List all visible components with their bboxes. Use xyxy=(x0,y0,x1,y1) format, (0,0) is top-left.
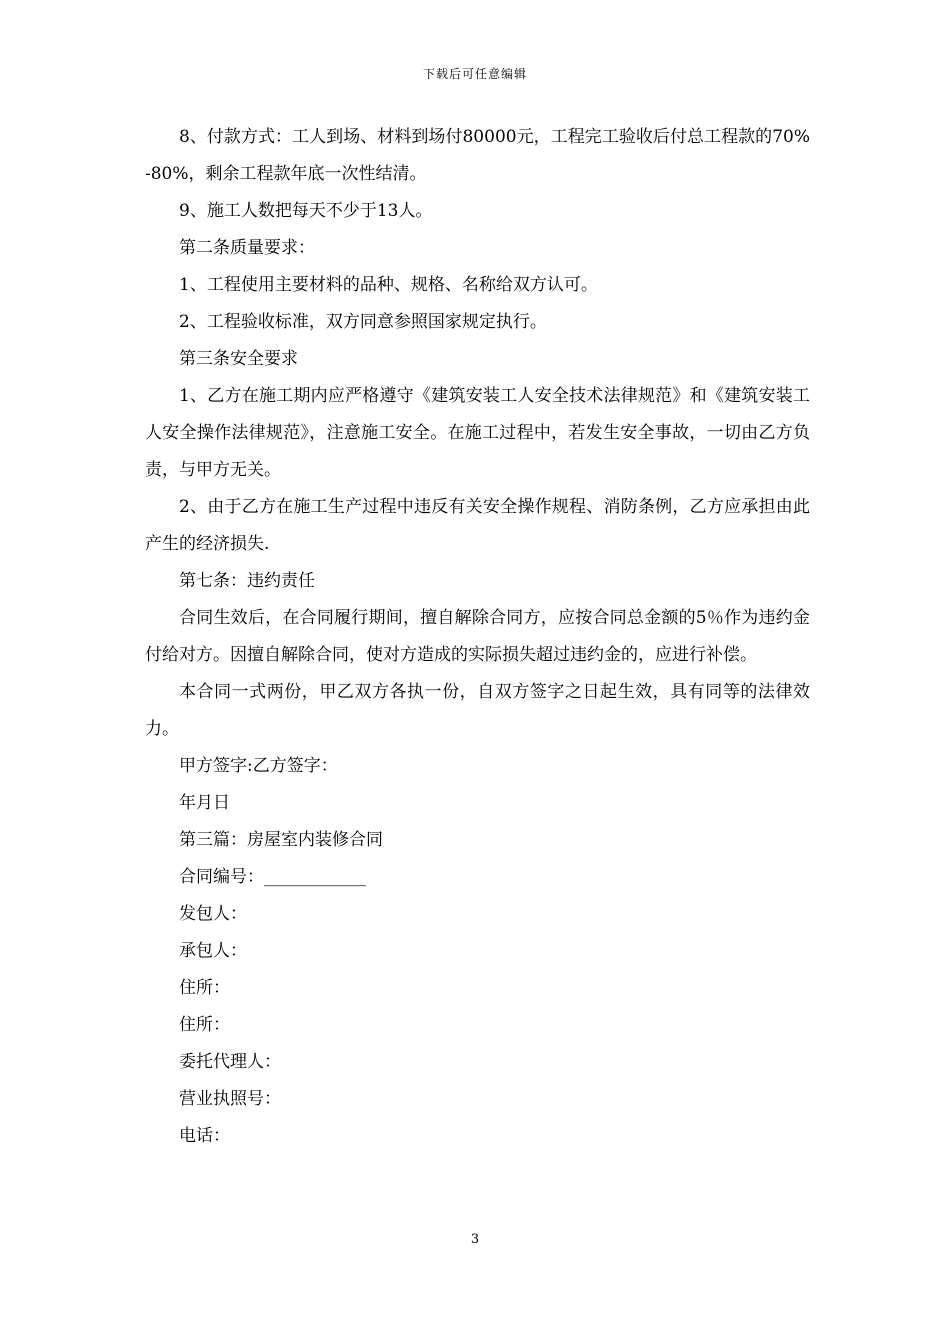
address-field-2: 住所： xyxy=(179,1015,230,1035)
contract-number-field: 合同编号：____________ xyxy=(179,867,366,887)
chapter-three-title: 第三篇：房屋室内装修合同 xyxy=(179,830,383,850)
copies-paragraph: 本合同一式两份，甲乙双方各执一份，自双方签字之日起生效，具有同等的法律效力。 xyxy=(145,682,810,739)
phone-field: 电话： xyxy=(179,1126,230,1146)
section-liability-heading: 第七条：违约责任 xyxy=(179,571,315,591)
quality-item-2: 2、工程验收标准，双方同意参照国家规定执行。 xyxy=(179,312,547,332)
header-note: 下载后可任意编辑 xyxy=(422,67,527,81)
safety-item-1: 1、乙方在施工期内应严格遵守《建筑安装工人安全技术法律规范》和《建筑安装工人安全操作法律规范》，注意施工安全。在施工过程中，若发生安全事故，一切由乙方负责，与甲方无关。 xyxy=(145,386,810,480)
section-safety-heading: 第三条安全要求 xyxy=(179,349,298,369)
page-number: 3 xyxy=(470,1232,480,1247)
section-quality-heading: 第二条质量要求： xyxy=(179,238,315,258)
address-field-1: 住所： xyxy=(179,978,230,998)
date-line: 年月日 xyxy=(179,793,230,813)
signature-line: 甲方签字:乙方签字： xyxy=(179,756,338,776)
liability-paragraph: 合同生效后，在合同履行期间，擅自解除合同方，应按合同总金额的5％作为违约金付给对方。因擅自解除合同，使对方造成的实际损失超过违约金的，应进行补偿。 xyxy=(145,608,810,665)
payment-terms-paragraph: 8、付款方式：工人到场、材料到场付80000元，工程完工验收后付总工程款的70%-80%，剩余工程款年底一次性结清。 xyxy=(145,127,810,184)
license-number-field: 营业执照号： xyxy=(179,1089,281,1109)
contractor-field: 承包人： xyxy=(179,941,247,961)
quality-item-1: 1、工程使用主要材料的品种、规格、名称给双方认可。 xyxy=(179,275,598,295)
employer-field: 发包人： xyxy=(179,904,247,924)
worker-count-paragraph: 9、施工人数把每天不少于13人。 xyxy=(179,201,433,221)
document-body xyxy=(145,119,810,1155)
safety-item-2: 2、由于乙方在施工生产过程中违反有关安全操作规程、消防条例，乙方应承担由此产生的经济损失. xyxy=(145,497,810,554)
agent-field: 委托代理人： xyxy=(179,1052,281,1072)
